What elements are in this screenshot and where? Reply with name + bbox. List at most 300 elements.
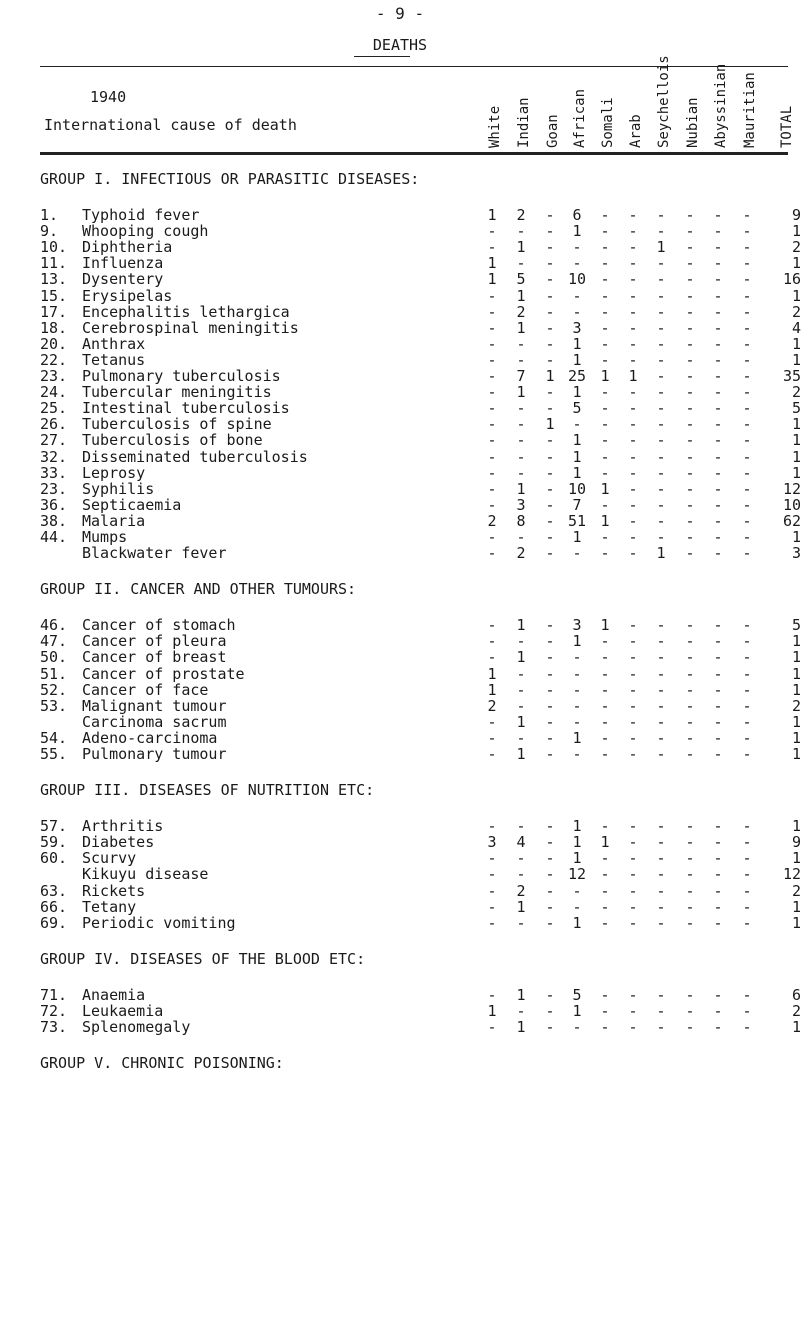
cell-nubian: - [685, 511, 695, 530]
cell-indian: - [516, 728, 526, 747]
cell-african: 51 [567, 511, 587, 530]
cell-goan: - [545, 728, 555, 747]
cell-arab: - [628, 511, 638, 530]
cell-total: 2 [791, 881, 801, 900]
cause-number: 71. [40, 985, 68, 1004]
cell-seychellois: - [656, 415, 666, 434]
cell-nubian: - [685, 334, 695, 353]
cause-number: 33. [40, 463, 68, 482]
cell-indian: 1 [516, 318, 526, 337]
cell-nubian: - [685, 833, 695, 852]
cell-african: - [572, 648, 582, 667]
cell-seychellois: - [656, 383, 666, 402]
cell-abyssinian: - [713, 632, 723, 651]
cell-nubian: - [685, 664, 695, 683]
cell-african: - [572, 680, 582, 699]
cause-number: 10. [40, 238, 68, 257]
cell-african: 1 [572, 528, 582, 546]
cell-arab: 1 [628, 367, 638, 385]
cell-total: 2 [791, 238, 801, 257]
table-top-rule [40, 66, 788, 67]
cell-arab: - [628, 985, 638, 1004]
cause-name: Cancer of breast [82, 648, 227, 667]
cell-somali: - [600, 238, 610, 257]
cell-total: 1 [791, 745, 801, 763]
cell-white: 2 [487, 511, 497, 530]
cell-african: 1 [572, 728, 582, 747]
cell-seychellois: - [656, 495, 666, 514]
cell-nubian: - [685, 463, 695, 482]
cell-seychellois: - [656, 913, 666, 932]
cause-name: Disseminated tuberculosis [82, 447, 308, 466]
cause-name: Cancer of stomach [82, 616, 236, 635]
cause-name: Erysipelas [82, 286, 173, 305]
cell-arab: - [628, 222, 638, 241]
cell-indian: - [516, 350, 526, 369]
cause-number: 52. [40, 680, 68, 699]
cell-seychellois: 1 [656, 544, 666, 563]
cell-total: 10 [782, 495, 801, 514]
cell-abyssinian: - [713, 350, 723, 369]
cell-arab: - [628, 849, 638, 868]
cell-total: 5 [791, 399, 801, 418]
cause-name: Dysentery [82, 270, 164, 289]
cell-nubian: - [685, 632, 695, 651]
cell-goan: - [545, 238, 555, 257]
cell-indian: - [516, 415, 526, 434]
cause-name: Whooping cough [82, 222, 209, 241]
cell-white: - [487, 318, 497, 337]
cell-white: - [487, 913, 497, 932]
cell-indian: 1 [516, 712, 526, 731]
cell-somali: - [600, 431, 610, 450]
cell-somali: - [600, 696, 610, 715]
cause-name: Diphtheria [82, 238, 173, 257]
cell-abyssinian: - [713, 745, 723, 763]
cell-mauritian: - [742, 302, 752, 321]
cell-mauritian: - [742, 648, 752, 667]
cell-african: - [572, 696, 582, 715]
cell-nubian: - [685, 318, 695, 337]
cell-indian: 1 [516, 286, 526, 305]
cell-mauritian: - [742, 270, 752, 289]
cell-white: - [487, 334, 497, 353]
cell-african: - [572, 745, 582, 763]
cell-nubian: - [685, 985, 695, 1004]
cell-somali: - [600, 222, 610, 241]
cause-number: 15. [40, 286, 68, 305]
cell-african: - [572, 415, 582, 434]
cell-african: - [572, 881, 582, 900]
cell-mauritian: - [742, 238, 752, 257]
cell-somali: - [600, 817, 610, 836]
cause-name: Carcinoma sacrum [82, 712, 227, 731]
cell-mauritian: - [742, 286, 752, 305]
cell-somali: - [600, 680, 610, 699]
cell-goan: - [545, 286, 555, 305]
cell-goan: - [545, 1001, 555, 1020]
cell-indian: 7 [516, 367, 526, 385]
cell-indian: - [516, 632, 526, 651]
cell-somali: - [600, 415, 610, 434]
group-heading: GROUP I. INFECTIOUS OR PARASITIC DISEASES: [40, 170, 420, 188]
cell-mauritian: - [742, 495, 752, 514]
group-heading: GROUP III. DISEASES OF NUTRITION ETC: [40, 781, 375, 800]
cell-abyssinian: - [713, 648, 723, 667]
cell-seychellois: - [656, 985, 666, 1004]
cell-somali: - [600, 1018, 610, 1036]
cell-mauritian: - [742, 728, 752, 747]
cell-nubian: - [685, 286, 695, 305]
cell-nubian: - [685, 254, 695, 273]
cell-arab: - [628, 286, 638, 305]
cell-nubian: - [685, 897, 695, 916]
cell-goan: - [545, 479, 555, 498]
cell-somali: - [600, 632, 610, 651]
cell-goan: - [545, 495, 555, 514]
group-heading: GROUP II. CANCER AND OTHER TUMOURS: [40, 580, 357, 599]
cell-total: 16 [782, 270, 801, 289]
cell-goan: - [545, 632, 555, 651]
cell-total: 1 [791, 447, 801, 466]
cell-seychellois: - [656, 447, 666, 466]
cell-total: 1 [791, 897, 801, 916]
cell-mauritian: - [742, 833, 752, 852]
cause-name: Encephalitis lethargica [82, 302, 290, 321]
cell-white: 1 [487, 1001, 497, 1020]
cell-mauritian: - [742, 431, 752, 450]
cell-somali: - [600, 865, 610, 884]
group-heading: GROUP IV. DISEASES OF THE BLOOD ETC: [40, 949, 366, 968]
cause-number: 57. [40, 817, 68, 836]
cell-indian: 8 [516, 511, 526, 530]
cell-nubian: - [685, 913, 695, 932]
cause-name: Adeno-carcinoma [82, 728, 218, 747]
cell-mauritian: - [742, 817, 752, 836]
cell-african: 1 [572, 1001, 582, 1020]
cell-abyssinian: - [713, 238, 723, 257]
cell-white: - [487, 479, 497, 498]
cell-seychellois: - [656, 350, 666, 369]
cell-nubian: - [685, 383, 695, 402]
cell-indian: - [516, 696, 526, 715]
cell-white: - [487, 648, 497, 667]
cell-arab: - [628, 431, 638, 450]
cell-total: 1 [791, 712, 801, 731]
cell-abyssinian: - [713, 495, 723, 514]
cell-african: 10 [567, 270, 587, 289]
cell-african: 1 [572, 913, 582, 932]
cause-number: 51. [40, 664, 68, 683]
cell-goan: - [545, 913, 555, 932]
cause-name: Diabetes [82, 833, 155, 852]
cell-somali: - [600, 383, 610, 402]
cell-total: 9 [791, 206, 801, 224]
cell-abyssinian: - [713, 833, 723, 852]
cell-african: 3 [572, 318, 582, 337]
cell-indian: - [516, 447, 526, 466]
cell-abyssinian: - [713, 913, 723, 932]
cell-white: - [487, 399, 497, 418]
cell-total: 1 [791, 431, 801, 450]
cell-seychellois: - [656, 616, 666, 635]
cell-african: 3 [572, 616, 582, 635]
cause-number: 53. [40, 696, 68, 715]
cell-total: 1 [791, 913, 801, 932]
cell-mauritian: - [742, 849, 752, 868]
cell-seychellois: - [656, 648, 666, 667]
cell-african: 1 [572, 849, 582, 868]
cell-african: 1 [572, 447, 582, 466]
cell-arab: - [628, 254, 638, 273]
cell-african: 1 [572, 817, 582, 836]
cell-nubian: - [685, 817, 695, 836]
cell-nubian: - [685, 1018, 695, 1036]
cell-arab: - [628, 897, 638, 916]
cell-abyssinian: - [713, 544, 723, 563]
cell-goan: - [545, 696, 555, 715]
cell-mauritian: - [742, 367, 752, 385]
cell-white: - [487, 985, 497, 1004]
cause-number: 36. [40, 495, 68, 514]
cell-goan: - [545, 833, 555, 852]
cause-number: 60. [40, 849, 68, 868]
cell-total: 1 [791, 254, 801, 273]
cell-somali: - [600, 528, 610, 546]
cell-nubian: - [685, 350, 695, 369]
cell-white: - [487, 632, 497, 651]
cell-seychellois: 1 [656, 238, 666, 257]
cell-mauritian: - [742, 399, 752, 418]
cause-number: 20. [40, 334, 68, 353]
cell-abyssinian: - [713, 399, 723, 418]
cell-arab: - [628, 728, 638, 747]
cell-abyssinian: - [713, 849, 723, 868]
cell-mauritian: - [742, 712, 752, 731]
cell-nubian: - [685, 222, 695, 241]
cell-indian: 3 [516, 495, 526, 514]
cell-mauritian: - [742, 696, 752, 715]
cell-seychellois: - [656, 286, 666, 305]
cell-indian: - [516, 680, 526, 699]
cell-total: 1 [791, 632, 801, 651]
cell-abyssinian: - [713, 664, 723, 683]
cell-abyssinian: - [713, 616, 723, 635]
cell-white: - [487, 495, 497, 514]
cell-nubian: - [685, 270, 695, 289]
cell-indian: 1 [516, 1018, 526, 1036]
cell-goan: 1 [545, 415, 555, 434]
cell-somali: - [600, 447, 610, 466]
header-bottom-rule [40, 152, 788, 155]
cell-arab: - [628, 1018, 638, 1036]
cell-african: - [572, 1018, 582, 1036]
cell-arab: - [628, 495, 638, 514]
cause-name: Influenza [82, 254, 164, 273]
cell-white: - [487, 616, 497, 635]
cell-indian: - [516, 334, 526, 353]
cell-arab: - [628, 881, 638, 900]
cell-total: 2 [791, 302, 801, 321]
cell-indian: 4 [516, 833, 526, 852]
cell-indian: 1 [516, 479, 526, 498]
cell-total: 1 [791, 1018, 801, 1036]
cause-name: Pulmonary tumour [82, 745, 227, 763]
cell-goan: - [545, 254, 555, 273]
cell-nubian: - [685, 745, 695, 763]
cell-mauritian: - [742, 479, 752, 498]
cell-african: 12 [567, 865, 587, 884]
cell-goan: - [545, 334, 555, 353]
cell-goan: - [545, 383, 555, 402]
cause-name: Tetany [82, 897, 137, 916]
cause-name: Tubercular meningitis [82, 383, 272, 402]
cell-total: 1 [791, 664, 801, 683]
cell-indian: - [516, 431, 526, 450]
cell-indian: 1 [516, 383, 526, 402]
cell-african: - [572, 254, 582, 273]
cell-white: - [487, 897, 497, 916]
cell-arab: - [628, 680, 638, 699]
cell-arab: - [628, 865, 638, 884]
year-label: 1940 [90, 88, 127, 106]
cell-indian: - [516, 849, 526, 868]
cell-seychellois: - [656, 728, 666, 747]
cell-nubian: - [685, 528, 695, 546]
cause-name: Rickets [82, 881, 146, 900]
cause-name: Pulmonary tuberculosis [82, 367, 281, 385]
cause-number: 18. [40, 318, 68, 337]
cell-somali: - [600, 318, 610, 337]
cell-indian: 2 [516, 302, 526, 321]
cell-mauritian: - [742, 334, 752, 353]
cause-name: Malignant tumour [82, 696, 227, 715]
cell-abyssinian: - [713, 680, 723, 699]
cell-abyssinian: - [713, 1001, 723, 1020]
cell-somali: - [600, 728, 610, 747]
cell-seychellois: - [656, 817, 666, 836]
cause-number: 69. [40, 913, 68, 932]
cell-goan: - [545, 222, 555, 241]
cell-mauritian: - [742, 897, 752, 916]
group-heading: GROUP V. CHRONIC POISONING: [40, 1054, 284, 1073]
cell-mauritian: - [742, 913, 752, 932]
cause-number: 26. [40, 415, 68, 434]
cell-somali: - [600, 350, 610, 369]
table-row [40, 544, 800, 562]
cell-arab: - [628, 302, 638, 321]
cell-goan: - [545, 745, 555, 763]
cell-african: 6 [572, 206, 582, 224]
cell-indian: 1 [516, 238, 526, 257]
cell-abyssinian: - [713, 334, 723, 353]
cell-goan: - [545, 447, 555, 466]
cause-name: Tuberculosis of bone [82, 431, 263, 450]
cell-mauritian: - [742, 350, 752, 369]
cause-name: Cancer of face [82, 680, 209, 699]
cell-indian: 5 [516, 270, 526, 289]
cell-seychellois: - [656, 680, 666, 699]
cell-goan: - [545, 350, 555, 369]
cell-arab: - [628, 318, 638, 337]
cell-white: - [487, 383, 497, 402]
cell-total: 6 [791, 985, 801, 1004]
cause-number: 23. [40, 367, 68, 385]
cell-white: - [487, 728, 497, 747]
cause-name: Kikuyu disease [82, 865, 209, 884]
cell-mauritian: - [742, 383, 752, 402]
cause-number: 32. [40, 447, 68, 466]
cell-indian: - [516, 222, 526, 241]
cell-arab: - [628, 383, 638, 402]
cell-nubian: - [685, 302, 695, 321]
cell-total: 4 [791, 318, 801, 337]
cell-abyssinian: - [713, 728, 723, 747]
cause-name: Cancer of pleura [82, 632, 227, 651]
cell-white: - [487, 712, 497, 731]
cell-seychellois: - [656, 1018, 666, 1036]
cell-total: 2 [791, 696, 801, 715]
cell-abyssinian: - [713, 1018, 723, 1036]
cell-african: 1 [572, 383, 582, 402]
cause-number: 54. [40, 728, 68, 747]
cell-white: 1 [487, 254, 497, 273]
cell-african: - [572, 712, 582, 731]
cell-seychellois: - [656, 270, 666, 289]
cell-goan: - [545, 849, 555, 868]
cell-total: 2 [791, 383, 801, 402]
cell-nubian: - [685, 447, 695, 466]
cell-abyssinian: - [713, 897, 723, 916]
cell-somali: - [600, 897, 610, 916]
cell-somali: - [600, 985, 610, 1004]
cell-nubian: - [685, 696, 695, 715]
cell-seychellois: - [656, 1001, 666, 1020]
cell-abyssinian: - [713, 865, 723, 884]
cell-white: - [487, 544, 497, 563]
cell-seychellois: - [656, 479, 666, 498]
cause-number: 50. [40, 648, 68, 667]
cell-white: - [487, 367, 497, 385]
cause-name: Splenomegaly [82, 1018, 191, 1036]
cell-mauritian: - [742, 1001, 752, 1020]
cell-nubian: - [685, 881, 695, 900]
cell-total: 12 [782, 479, 801, 498]
cause-number: 38. [40, 511, 68, 530]
cell-mauritian: - [742, 616, 752, 635]
cause-number: 11. [40, 254, 68, 273]
cell-nubian: - [685, 616, 695, 635]
cell-goan: - [545, 897, 555, 916]
cell-somali: - [600, 399, 610, 418]
cell-seychellois: - [656, 302, 666, 321]
cell-african: 10 [567, 479, 587, 498]
cell-mauritian: - [742, 318, 752, 337]
cell-arab: - [628, 696, 638, 715]
cell-somali: - [600, 712, 610, 731]
cell-mauritian: - [742, 632, 752, 651]
cell-abyssinian: - [713, 206, 723, 224]
cell-indian: - [516, 664, 526, 683]
cause-name: Arthritis [82, 817, 164, 836]
cell-abyssinian: - [713, 985, 723, 1004]
cell-somali: - [600, 286, 610, 305]
cell-arab: - [628, 544, 638, 563]
cell-total: 1 [791, 350, 801, 369]
cell-seychellois: - [656, 463, 666, 482]
cell-white: - [487, 302, 497, 321]
cell-nubian: - [685, 367, 695, 385]
